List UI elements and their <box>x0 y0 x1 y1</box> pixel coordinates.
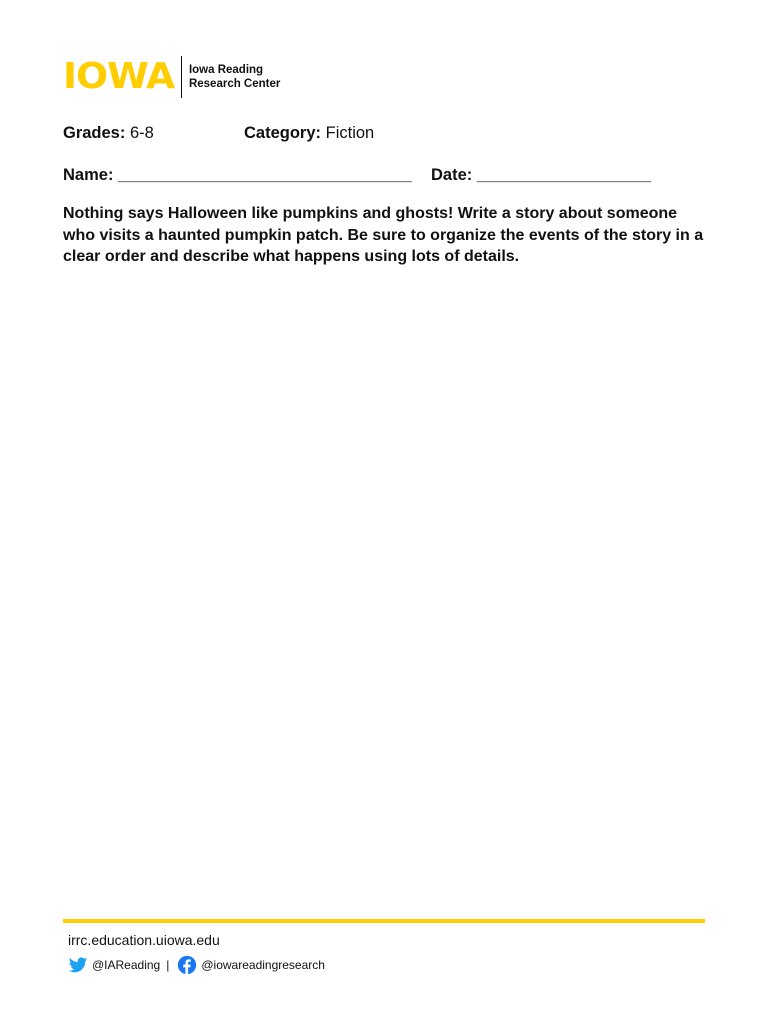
name-blank-line[interactable]: ________________________________ <box>118 166 412 184</box>
category-value: Fiction <box>325 124 375 142</box>
facebook-icon[interactable] <box>177 955 197 975</box>
category-field <box>244 124 374 143</box>
date-label: Date: <box>431 166 473 184</box>
name-label: Name: <box>63 166 114 184</box>
category-label: Category: <box>244 124 322 142</box>
footer-divider <box>63 919 705 923</box>
twitter-icon[interactable] <box>68 955 88 975</box>
logo-subtitle <box>189 63 280 91</box>
twitter-handle[interactable]: @IAReading <box>92 958 161 972</box>
logo-subtitle-line1: Iowa Reading <box>188 64 264 76</box>
logo-wordmark: IOWA <box>63 56 175 97</box>
grades-label: Grades: <box>63 124 126 142</box>
date-blank-line[interactable]: ___________________ <box>476 166 652 184</box>
footer-social-links <box>68 955 325 975</box>
date-field[interactable] <box>431 166 651 185</box>
footer-website-link[interactable]: irrc.education.uiowa.edu <box>68 932 220 948</box>
logo-subtitle-line2: Research Center <box>188 78 281 90</box>
iowa-reading-logo <box>63 56 280 98</box>
logo-divider <box>181 56 182 98</box>
grades-value: 6-8 <box>129 124 154 142</box>
grades-field <box>63 124 154 143</box>
facebook-handle[interactable]: @iowareadingresearch <box>201 958 325 972</box>
social-separator: | <box>166 958 170 972</box>
writing-prompt: Nothing says Halloween like pumpkins and ghosts! Write a story about someone who visits a haunted pumpkin patch. Be sure to organize the events of the story in a clear order and describe what happens using lots of details. <box>63 205 704 265</box>
name-field[interactable] <box>63 166 412 185</box>
